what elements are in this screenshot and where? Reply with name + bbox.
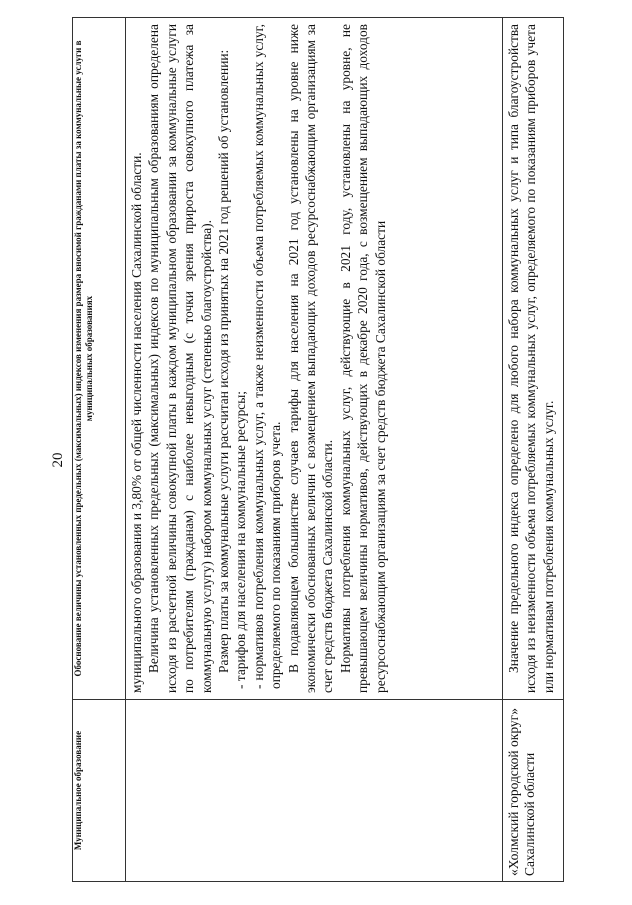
table-row: [503, 18, 564, 882]
municipality-cell: [503, 700, 564, 882]
paragraph: муниципального образования и 3,80% от общей численности населения Сахалинской области.: [129, 152, 144, 693]
list-item: - тарифов для населения на коммунальные ресурсы;: [233, 391, 249, 689]
justification-cell: [126, 18, 503, 700]
header-municipality: Муниципальное образование: [73, 700, 126, 882]
list-item: - нормативов потребления коммунальных услуг, а также неизменности объема потребляемых коммунальных услуг, определяемого по показаниям приборов учета.: [250, 24, 284, 689]
paragraph: Величина установленных предельных (максимальных) индексов по муниципальным образованиям определена исходя из расчетной величины совокупной платы в каждом муниципальном образовании за коммунальные услуги по потребителям (гражданам) с наиболее невыгодным (с точки зрения прироста совокупного платежа за коммунальную услугу) набором коммунальных услуг (степенью благоустройства).: [146, 24, 214, 693]
header-justification: Обоснование величины установленных предельных (максимальных) индексов изменения размера вносимой гражданами платы за коммунальные услуги в муниципальных образованиях: [73, 18, 126, 700]
justification-cell: [503, 18, 564, 700]
justification-table: [72, 17, 564, 882]
municipality-name: «Холмский городской округ» Сахалинской области: [506, 708, 537, 876]
paragraph: Размер платы за коммунальные услуги рассчитан исходя из принятых на 2021 год решений об установлении:: [216, 49, 232, 673]
page-number: 20: [50, 452, 66, 468]
paragraph: Нормативы потребления коммунальных услуг, действующие в 2021 году, установлены на уровне, не превышающем величины нормативов, действующих в декабре 2020 года, с возмещением выпадающих доходов ресурсоснабжающим организациям за счет средств бюджета Сахалинской области: [337, 24, 388, 693]
table-header-row: [73, 18, 126, 882]
paragraph: В подавляющем большинстве случаев тарифы для населения на 2021 год установлены на уровне ниже экономически обоснованных величин с возмещением выпадающих доходов ресурсоснабжающим организациям за счет средств бюджета Сахалинской области.: [285, 24, 336, 693]
paragraph: Значение предельного индекса определено для любого набора коммунальных услуг и типа благоустройства исходя из неизменности объема потребляемых коммунальных услуг, определяемого по показаниям приборов учета или нормативам потребления коммунальных услуг.: [506, 24, 556, 693]
municipality-cell: [126, 700, 503, 882]
table-row: [126, 18, 503, 882]
municipality-name: [126, 700, 129, 881]
